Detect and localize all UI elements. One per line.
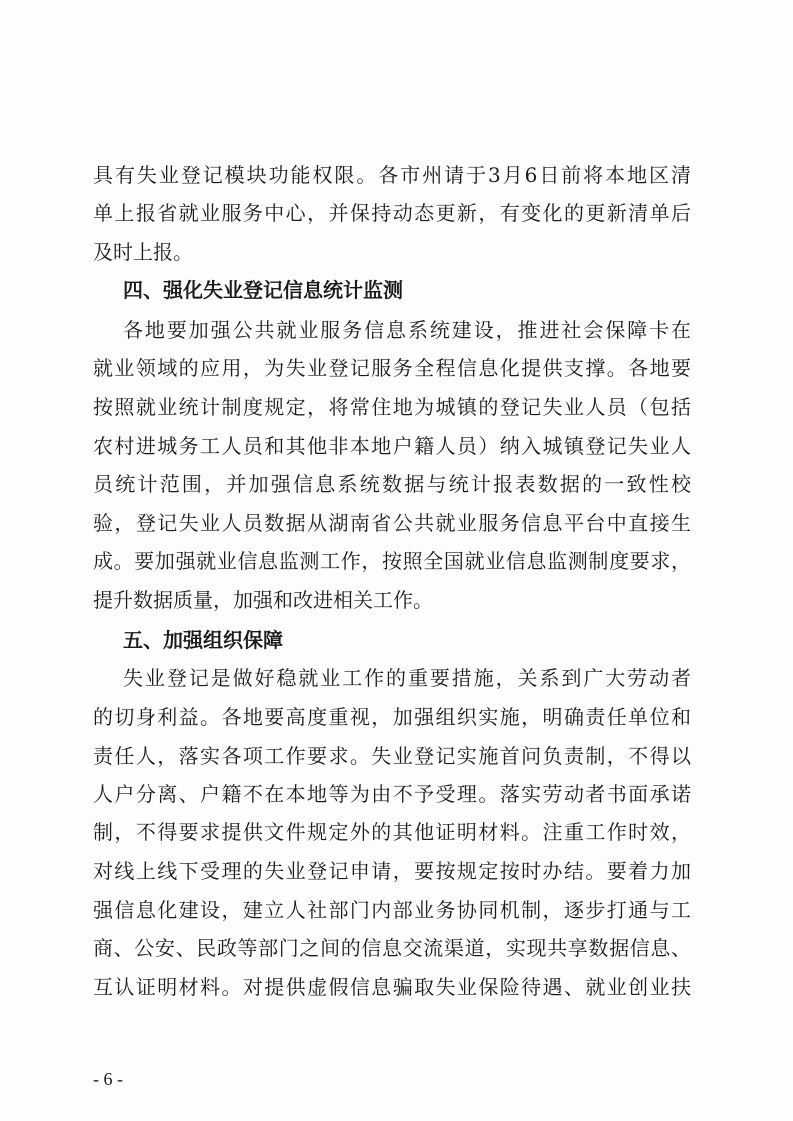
text-line: 强信息化建设，建立人社部门内部业务协同机制，逐步打通与工 [93,898,691,922]
text-line: 商、公安、民政等部门之间的信息交流渠道，实现共享数据信息、 [93,936,691,960]
text-line: 失业登记是做好稳就业工作的重要措施，关系到广大劳动者 [123,666,691,690]
text-line: 员统计范围，并加强信息系统数据与统计报表数据的一致性校 [93,472,691,496]
text-line: 具有失业登记模块功能权限。各市州请于3月6日前将本地区清 [93,163,691,187]
text-line: 提升数据质量，加强和改进相关工作。 [93,588,433,612]
text-line: 对线上线下受理的失业登记申请，要按规定按时办结。要着力加 [93,859,691,883]
text-line: 按照就业统计制度规定，将常住地为城镇的登记失业人员（包括 [93,395,691,419]
text-line: 验，登记失业人员数据从湖南省公共就业服务信息平台中直接生 [93,511,691,535]
text-line: 的切身利益。各地要高度重视，加强组织实施，明确责任单位和 [93,705,691,729]
section-heading: 五、加强组织保障 [123,628,283,652]
text-line: 就业领域的应用，为失业登记服务全程信息化提供支撑。各地要 [93,356,691,380]
text-line: 人户分离、户籍不在本地等为由不予受理。落实劳动者书面承诺 [93,782,691,806]
text-line: 单上报省就业服务中心，并保持动态更新，有变化的更新清单后 [93,201,691,225]
page-number: - 6 - [93,1069,123,1089]
text-line: 责任人，落实各项工作要求。失业登记实施首问负责制，不得以 [93,744,691,768]
text-line: 制，不得要求提供文件规定外的其他证明材料。注重工作时效， [93,820,691,844]
text-line: 及时上报。 [93,240,193,264]
text-line: 农村进城务工人员和其他非本地户籍人员）纳入城镇登记失业人 [93,434,691,458]
section-heading: 四、强化失业登记信息统计监测 [123,278,403,302]
text-line: 各地要加强公共就业服务信息系统建设，推进社会保障卡在 [123,318,691,342]
text-line: 成。要加强就业信息监测工作，按照全国就业信息监测制度要求， [93,549,691,573]
text-line: 互认证明材料。对提供虚假信息骗取失业保险待遇、就业创业扶 [93,975,691,999]
